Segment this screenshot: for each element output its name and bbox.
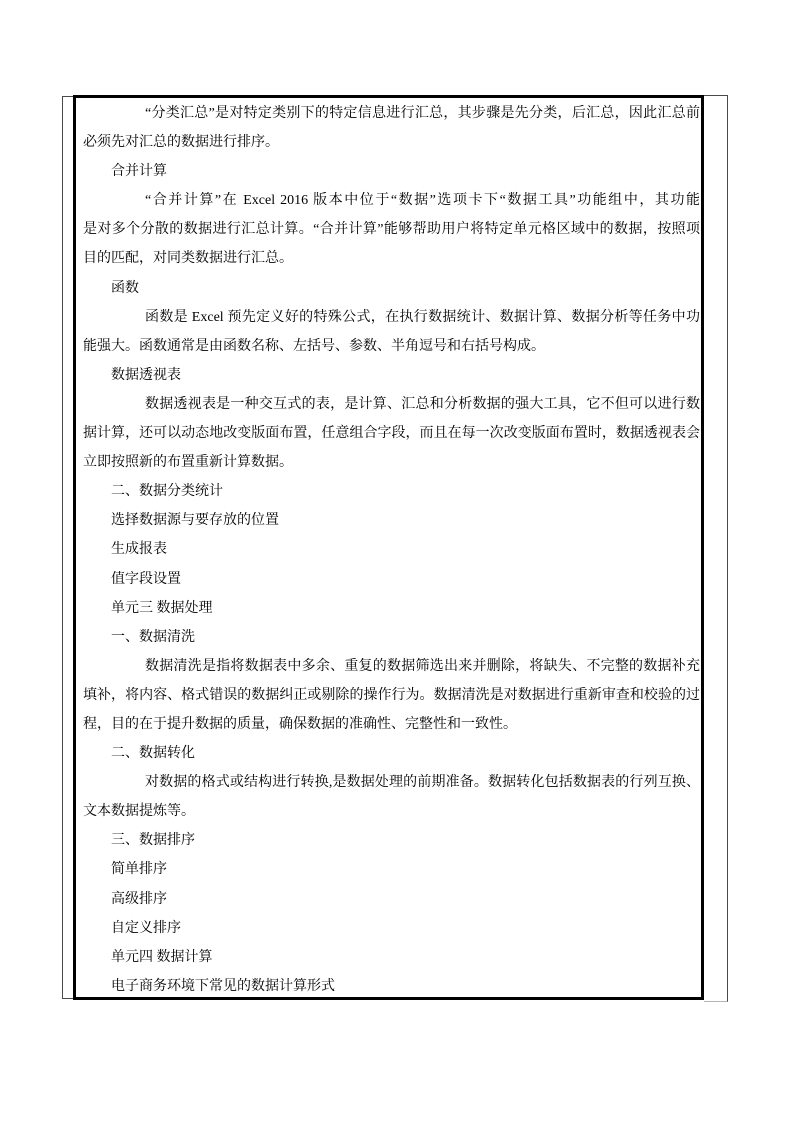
text-line: 程，目的在于提升数据的质量，确保数据的准确性、完整性和一致性。 xyxy=(83,716,517,732)
text-line: 高级排序 xyxy=(111,891,167,907)
text-line: 合并计算 xyxy=(111,164,167,180)
text-line: 据计算，还可以动态地改变版面布置，任意组合字段，而且在每一次改变版面布置时，数据透视表会 xyxy=(83,426,700,442)
text-line: 二、数据转化 xyxy=(111,746,195,762)
text-line: 数据清洗是指将数据表中多余、重复的数据筛选出来并删除，将缺失、不完整的数据补充 xyxy=(145,658,700,674)
text-line: 单元四 数据计算 xyxy=(111,949,213,965)
text-line: 函数是 Excel 预先定义好的特殊公式，在执行数据统计、数据计算、数据分析等任务中功 xyxy=(145,309,700,325)
text-line: 是对多个分散的数据进行汇总计算。“合并计算”能够帮助用户将特定单元格区域中的数据，按照项 xyxy=(83,222,700,238)
text-line: 简单排序 xyxy=(111,862,167,878)
text-line: 生成报表 xyxy=(111,542,167,558)
text-line: 立即按照新的布置重新计算数据。 xyxy=(83,455,293,471)
text-line: “分类汇总”是对特定类别下的特定信息进行汇总，其步骤是先分类，后汇总，因此汇总前 xyxy=(145,106,700,121)
text-line: 单元三 数据处理 xyxy=(111,600,213,616)
text-line: 选择数据源与要存放的位置 xyxy=(111,513,279,529)
text-line: 对数据的格式或结构进行转换,是数据处理的前期准备。数据转化包括数据表的行列互换、 xyxy=(145,775,700,791)
text-line: 函数 xyxy=(111,280,139,296)
text-line: 能强大。函数通常是由函数名称、左括号、参数、半角逗号和右括号构成。 xyxy=(83,338,545,354)
text-line: 文本数据提炼等。 xyxy=(83,804,195,820)
text-line: 数据透视表 xyxy=(111,367,181,383)
table-main-cell xyxy=(73,95,704,1000)
text-line: 自定义排序 xyxy=(111,920,181,936)
text-line: “合并计算”在 Excel 2016 版本中位于“数据”选项卡下“数据工具”功能组中，其功能 xyxy=(145,193,700,209)
text-content xyxy=(78,98,708,1001)
text-line: 数据透视表是一种交互式的表，是计算、汇总和分析数据的强大工具，它不但可以进行数 xyxy=(145,396,700,412)
text-line: 填补，将内容、格式错误的数据纠正或剔除的操作行为。数据清洗是对数据进行重新审查和校验的过 xyxy=(83,687,700,703)
text-line: 目的匹配，对同类数据进行汇总。 xyxy=(83,251,293,267)
text-line: 必须先对汇总的数据进行排序。 xyxy=(83,135,279,151)
text-line: 电子商务环境下常见的数据计算形式 xyxy=(111,978,335,994)
text-line: 值字段设置 xyxy=(111,571,181,587)
text-line: 一、数据清洗 xyxy=(111,629,195,645)
text-line: 二、数据分类统计 xyxy=(111,484,223,500)
text-line: 三、数据排序 xyxy=(111,833,195,849)
table-outer-left-border xyxy=(62,96,63,999)
